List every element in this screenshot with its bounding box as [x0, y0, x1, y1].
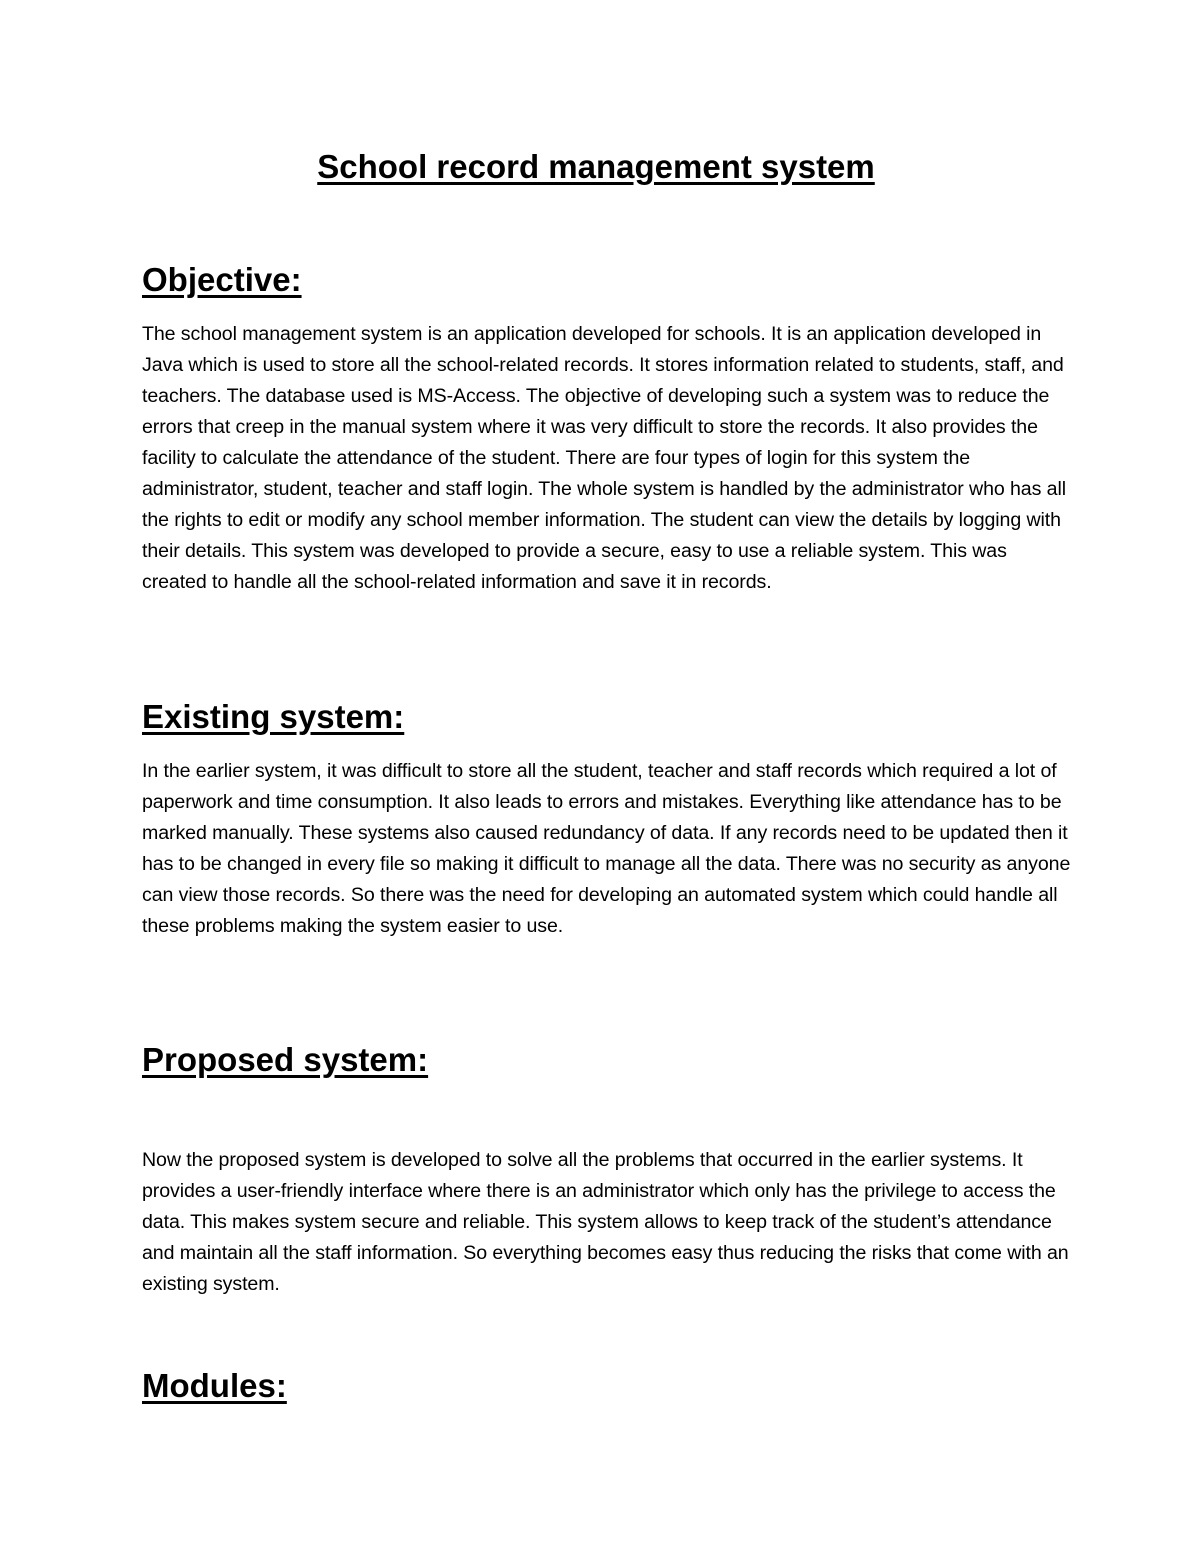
proposed-system-paragraph: Now the proposed system is developed to solve all the problems that occurred in the earlier systems. It provides a user-friendly interface where there is an administrator which only has the privilege to access the data. This makes system secure and reliable. This system allows to keep track of the student’s attendance and maintain all the staff information. So everything becomes easy thus reducing the risks that come with an existing system. — [142, 1149, 1069, 1295]
proposed-system-heading: Proposed system: — [142, 1041, 429, 1078]
existing-system-heading: Existing system: — [142, 698, 405, 735]
document-title: School record management system — [317, 148, 875, 185]
objective-heading: Objective: — [142, 261, 302, 298]
objective-paragraph: The school management system is an application developed for schools. It is an application developed in Java which is used to store all the school-related records. It stores information related to students, staff, and teachers. The database used is MS-Access. The objective of developing such a system was to reduce the errors that creep in the manual system where it was very difficult to store the records. It also provides the facility to calculate the attendance of the student. There are four types of login for this system the administrator, student, teacher and staff login. The whole system is handled by the administrator who has all the rights to edit or modify any school member information. The student can view the details by logging with their details. This system was developed to provide a secure, easy to use a reliable system. This was created to handle all the school-related information and save it in records. — [142, 323, 1066, 593]
modules-heading: Modules: — [142, 1367, 287, 1404]
existing-system-paragraph: In the earlier system, it was difficult to store all the student, teacher and staff records which required a lot of paperwork and time consumption. It also leads to errors and mistakes. Everything like attendance has to be marked manually. These systems also caused redundancy of data. If any records need to be updated then it has to be changed in every file so making it difficult to manage all the data. There was no security as anyone can view those records. So there was the need for developing an automated system which could handle all these problems making the system easier to use. — [142, 760, 1071, 937]
